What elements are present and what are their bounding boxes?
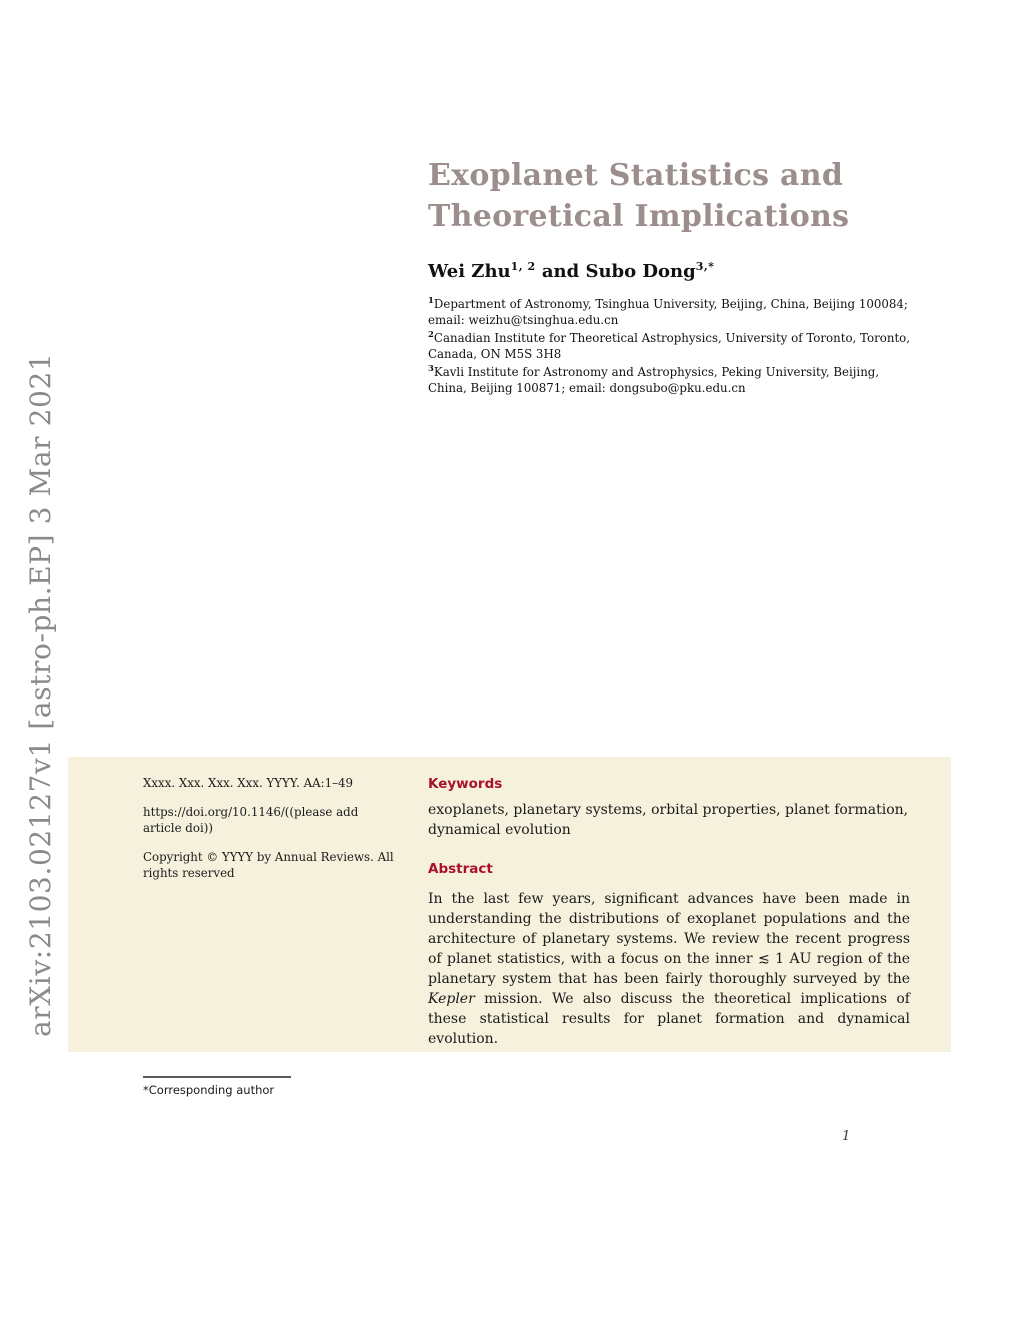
abstract-kepler-italic: Kepler	[428, 991, 475, 1007]
affiliation-2-number: 2	[428, 330, 434, 341]
affiliation-3-text: Kavli Institute for Astronomy and Astrophysics, Peking University, Beijing, China, Beijing 100871; email: dongsubo@pku.edu.cn	[428, 365, 880, 395]
affiliation-1-number: 1	[428, 296, 434, 306]
arxiv-watermark: arXiv:2103.02127v1 [astro-ph.EP] 3 Mar 2021	[24, 352, 57, 1037]
paper-title	[428, 155, 948, 237]
keywords-text: exoplanets, planetary systems, orbital properties, planet formation, dynamical evolution	[428, 802, 909, 838]
abstract-text	[428, 889, 910, 1049]
journal-citation: Xxxx. Xxx. Xxx. Xxx. YYYY. AA:1–49	[143, 776, 354, 790]
affiliation-item	[428, 294, 912, 328]
affiliation-3-number: 3	[428, 364, 434, 375]
keywords-label: Keywords	[428, 776, 503, 792]
paper-title-line1: Exoplanet Statistics and	[428, 158, 844, 193]
journal-info-panel	[68, 757, 951, 1052]
corresponding-author-note: *Corresponding author	[143, 1083, 275, 1097]
footnote-divider	[143, 1076, 291, 1078]
author-line	[428, 260, 714, 282]
affiliation-item	[428, 362, 912, 396]
affiliation-2-text: Canadian Institute for Theoretical Astrophysics, University of Toronto, Toronto, Canada, ON M5S 3H8	[428, 331, 911, 361]
author-1-name: Wei Zhu	[428, 261, 511, 282]
author-1-affiliation-marks: 1, 2	[510, 260, 536, 273]
author-connector: and	[535, 261, 586, 282]
affiliation-item	[428, 328, 912, 362]
journal-copyright: Copyright © YYYY by Annual Reviews. All rights reserved	[143, 850, 394, 880]
abstract-column	[428, 776, 910, 1049]
abstract-text-part1: In the last few years, significant advances have been made in understanding the distributions of exoplanet populations and the architecture of planetary systems. We review the recent progress of planet statistics, with a focus on the inner ≲ 1 AU region of the planetary system that has been fairly thoroughly surveyed by the	[428, 891, 910, 987]
abstract-text-part2: mission. We also discuss the theoretical implications of these statistical results for planet formation and dynamical evolution.	[428, 991, 910, 1047]
journal-doi: https://doi.org/10.1146/((please add article doi))	[143, 805, 359, 835]
paper-title-line2: Theoretical Implications	[428, 199, 850, 234]
journal-meta-column	[143, 775, 397, 894]
author-2-affiliation-marks: 3,*	[695, 260, 715, 273]
author-2-name: Subo Dong	[585, 261, 696, 282]
page-number: 1	[842, 1129, 851, 1144]
affiliation-list	[428, 294, 912, 396]
abstract-label: Abstract	[428, 861, 493, 877]
affiliation-1-text: Department of Astronomy, Tsinghua University, Beijing, China, Beijing 100084; email: weizhu@tsinghua.edu.cn	[428, 296, 908, 327]
